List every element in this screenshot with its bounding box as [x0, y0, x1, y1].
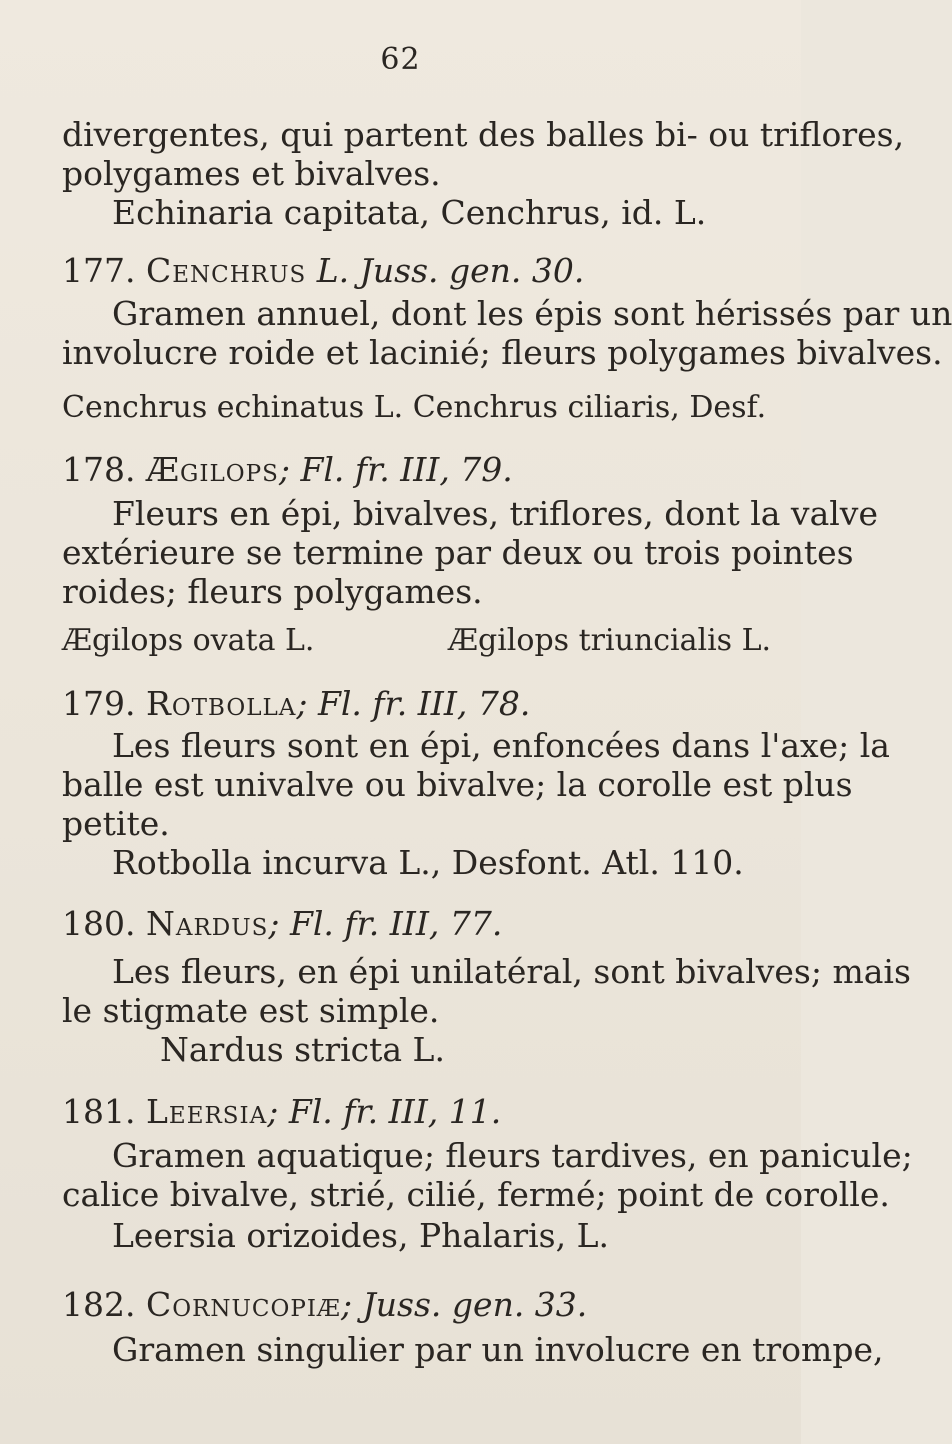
genus-name: Cornucopiæ	[145, 1285, 341, 1324]
genus-heading-177	[62, 251, 584, 291]
species-line: Ægilops ovata L. Ægilops triuncialis L.	[62, 623, 772, 658]
text-line: roides; fleurs polygames.	[62, 572, 483, 611]
text-line: petite.	[62, 804, 170, 843]
text-line: Les fleurs sont en épi, enfoncées dans l'axe; la	[112, 726, 890, 765]
entry-number: 181.	[62, 1092, 136, 1131]
genus-heading-180	[62, 904, 502, 944]
text-line: calice bivalve, strié, cilié, fermé; point de corolle.	[62, 1175, 890, 1214]
entry-number: 177.	[62, 251, 136, 290]
text-line: Gramen annuel, dont les épis sont hérissés par un	[112, 294, 952, 333]
genus-name: Nardus	[145, 904, 269, 943]
genus-reference: ; Fl. fr. III, 78.	[296, 684, 531, 723]
text-line: Gramen aquatique; fleurs tardives, en panicule;	[112, 1136, 913, 1175]
species-line: Echinaria capitata, Cenchrus, id. L.	[112, 193, 707, 232]
page-number: 62	[380, 42, 421, 77]
species-line: Cenchrus echinatus L. Cenchrus ciliaris, Desf.	[62, 390, 767, 425]
text-line: involucre roide et lacinié; fleurs polygames bivalves.	[62, 333, 943, 372]
text-line: extérieure se termine par deux ou trois pointes	[62, 533, 854, 572]
species-line: Leersia orizoides, Phalaris, L.	[112, 1216, 609, 1255]
text-line: Gramen singulier par un involucre en trompe,	[112, 1330, 884, 1369]
genus-name: Rotbolla	[145, 684, 297, 723]
text-line: Les fleurs, en épi unilatéral, sont bivalves; mais	[112, 952, 911, 991]
genus-reference: ; Fl. fr. III, 11.	[267, 1092, 502, 1131]
entry-number: 178.	[62, 450, 136, 489]
genus-heading-178	[62, 450, 513, 490]
genus-heading-179	[62, 684, 530, 724]
genus-name: Ægilops	[145, 450, 279, 489]
text-line: Fleurs en épi, bivalves, triflores, dont la valve	[112, 494, 878, 533]
genus-reference: ; Fl. fr. III, 77.	[268, 904, 503, 943]
text-line: balle est univalve ou bivalve; la corolle est plus	[62, 765, 853, 804]
text-line: divergentes, qui partent des balles bi- ou triflores,	[62, 115, 905, 154]
genus-reference: ; Fl. fr. III, 79.	[278, 450, 513, 489]
entry-number: 179.	[62, 684, 136, 723]
genus-reference: ; Juss. gen. 33.	[340, 1285, 588, 1324]
genus-name: Leersia	[145, 1092, 268, 1131]
genus-reference: L. Juss. gen. 30.	[306, 251, 585, 290]
text-line: polygames et bivalves.	[62, 154, 441, 193]
text-line: le stigmate est simple.	[62, 991, 440, 1030]
entry-number: 180.	[62, 904, 136, 943]
genus-heading-182	[62, 1285, 587, 1325]
genus-heading-181	[62, 1092, 501, 1132]
genus-name: Cenchrus	[145, 251, 307, 290]
species-line: Rotbolla incurva L., Desfont. Atl. 110.	[112, 843, 744, 882]
species-line: Nardus stricta L.	[160, 1030, 445, 1069]
entry-number: 182.	[62, 1285, 136, 1324]
